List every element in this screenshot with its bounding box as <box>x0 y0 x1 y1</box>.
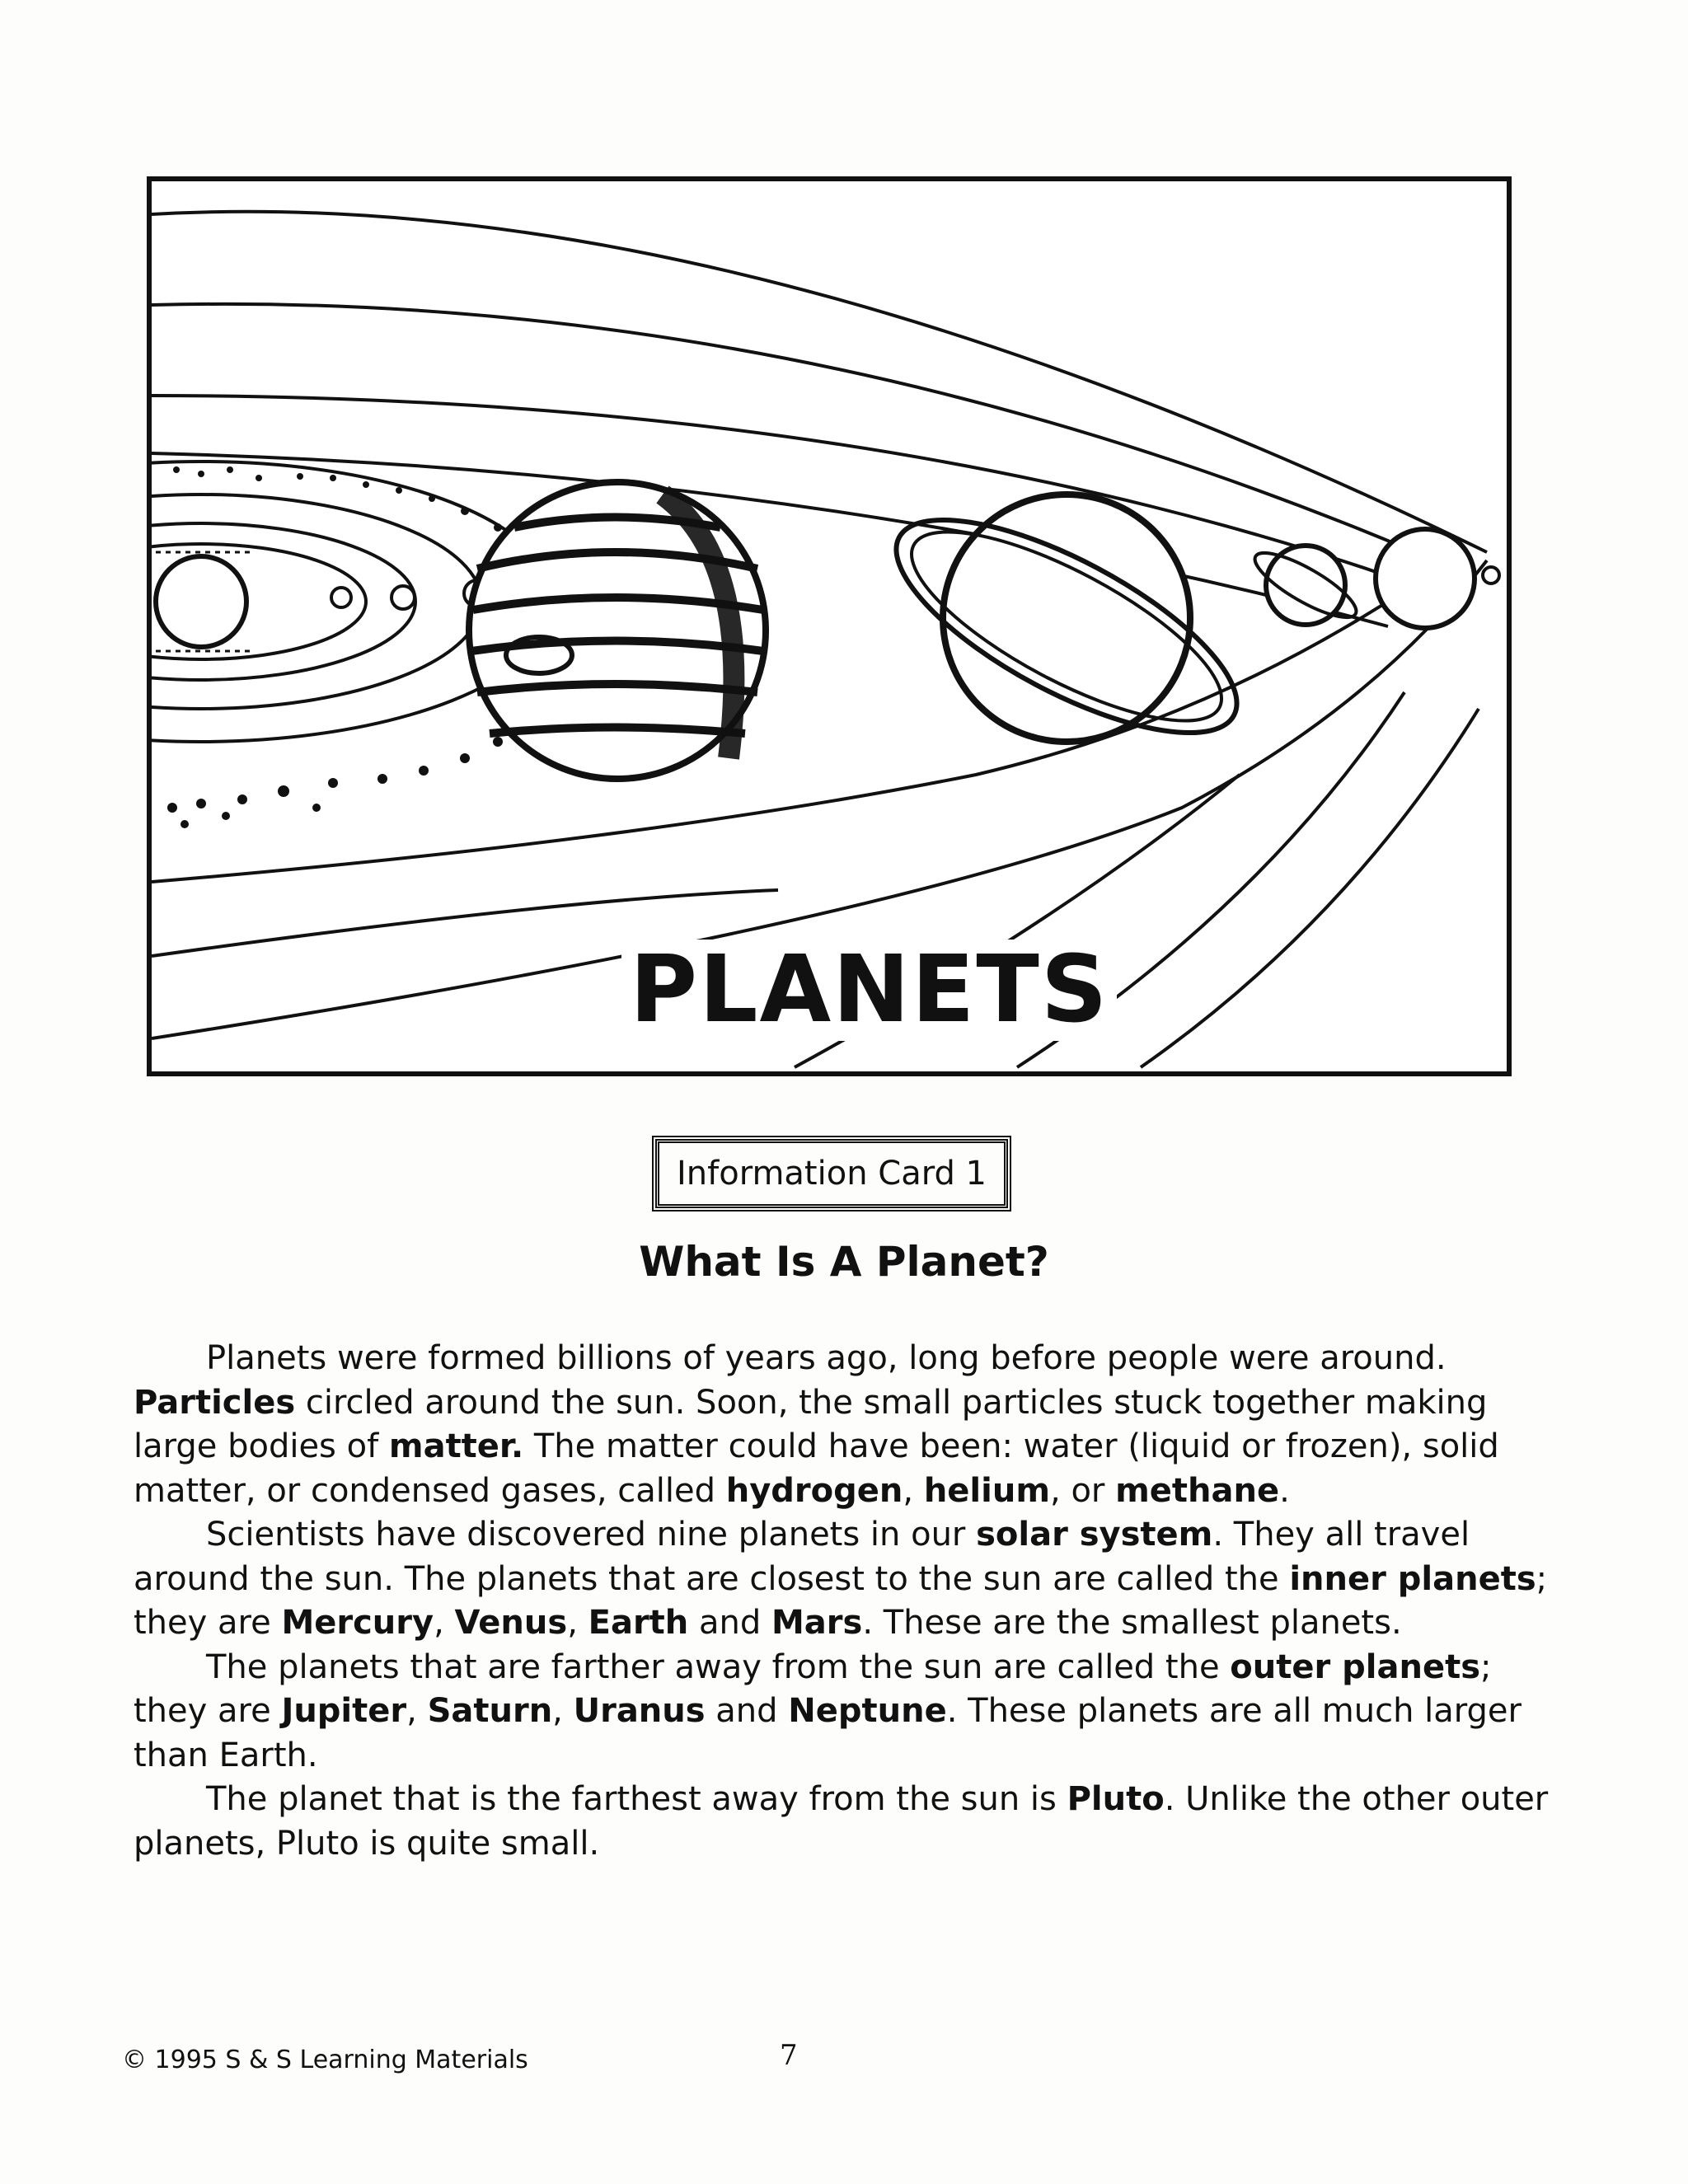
text-run: ; they are <box>134 1559 1548 1642</box>
jupiter-drawing <box>469 482 766 779</box>
text-run: . These planets are all much larger than Earth. <box>134 1692 1522 1774</box>
bold-term: Neptune <box>788 1692 947 1730</box>
bold-term: solar system <box>976 1516 1213 1554</box>
mercury-drawing <box>331 588 351 607</box>
saturn-drawing <box>868 479 1264 773</box>
solar-system-illustration <box>147 176 1512 1076</box>
text-run: circled around the sun. Soon, the small particles stuck together making large bodies of <box>134 1383 1488 1465</box>
text-run: , <box>552 1692 574 1730</box>
text-run: Planets were formed billions of years ago, long before people were around. <box>206 1339 1447 1377</box>
text-run: Scientists have discovered nine planets in our <box>206 1516 977 1554</box>
text-run: ; they are <box>134 1647 1492 1730</box>
text-run: and <box>688 1604 771 1642</box>
bold-term: Mercury <box>281 1604 434 1642</box>
neptune-drawing <box>1376 529 1475 628</box>
page-heading: What Is A Planet? <box>639 1238 1049 1286</box>
bold-term: Venus <box>454 1604 568 1642</box>
bold-term: Saturn <box>427 1692 553 1730</box>
bold-term: Uranus <box>573 1692 706 1730</box>
text-run: The matter could have been: water (liquid or frozen), solid matter, or condensed gases, called <box>134 1427 1499 1510</box>
bold-term: helium <box>923 1471 1051 1510</box>
bold-term: outer planets <box>1230 1647 1480 1686</box>
text-run: The planets that are farther away from the sun are called the <box>206 1647 1231 1686</box>
body-paragraph <box>134 1778 1551 1866</box>
pluto-drawing <box>1483 567 1499 583</box>
text-run: , <box>567 1604 588 1642</box>
information-card-label: Information Card 1 <box>655 1139 1008 1208</box>
body-paragraph <box>134 1337 1551 1513</box>
orbit-line <box>1141 709 1479 1067</box>
sun-drawing <box>156 552 251 651</box>
bold-term: Pluto <box>1067 1780 1165 1818</box>
bold-term: Mars <box>771 1604 863 1642</box>
page-number: 7 <box>780 2039 798 2072</box>
orbit-line <box>152 304 1454 569</box>
body-paragraph <box>134 1513 1551 1646</box>
text-run: , <box>434 1604 455 1642</box>
text-run: . <box>1279 1471 1290 1510</box>
text-run: and <box>705 1692 789 1730</box>
copyright-notice: © 1995 S & S Learning Materials <box>122 2046 528 2074</box>
orbit-line <box>152 396 1437 593</box>
body-text <box>134 1337 1551 1866</box>
bold-term: Jupiter <box>281 1692 407 1730</box>
text-run: . These are the smallest planets. <box>862 1604 1402 1642</box>
text-run: . They all travel around the sun. The planets that are closest to the sun are called the <box>134 1516 1470 1598</box>
text-run: . Unlike the other outer planets, Pluto is quite small. <box>134 1780 1549 1863</box>
bold-term: Particles <box>134 1383 296 1422</box>
bold-term: methane <box>1115 1471 1280 1510</box>
text-run: , <box>903 1471 924 1510</box>
text-run: , or <box>1050 1471 1116 1510</box>
bold-term: inner planets <box>1289 1559 1536 1598</box>
text-run: , <box>406 1692 428 1730</box>
bold-term: hydrogen <box>725 1471 903 1510</box>
text-run: The planet that is the farthest away from the sun is <box>206 1780 1067 1818</box>
venus-drawing <box>392 586 415 609</box>
bold-term: Earth <box>588 1604 689 1642</box>
bold-term: matter. <box>388 1427 524 1465</box>
illustration-title: PLANETS <box>621 940 1117 1041</box>
body-paragraph <box>134 1646 1551 1779</box>
orbit-line <box>152 569 1437 882</box>
